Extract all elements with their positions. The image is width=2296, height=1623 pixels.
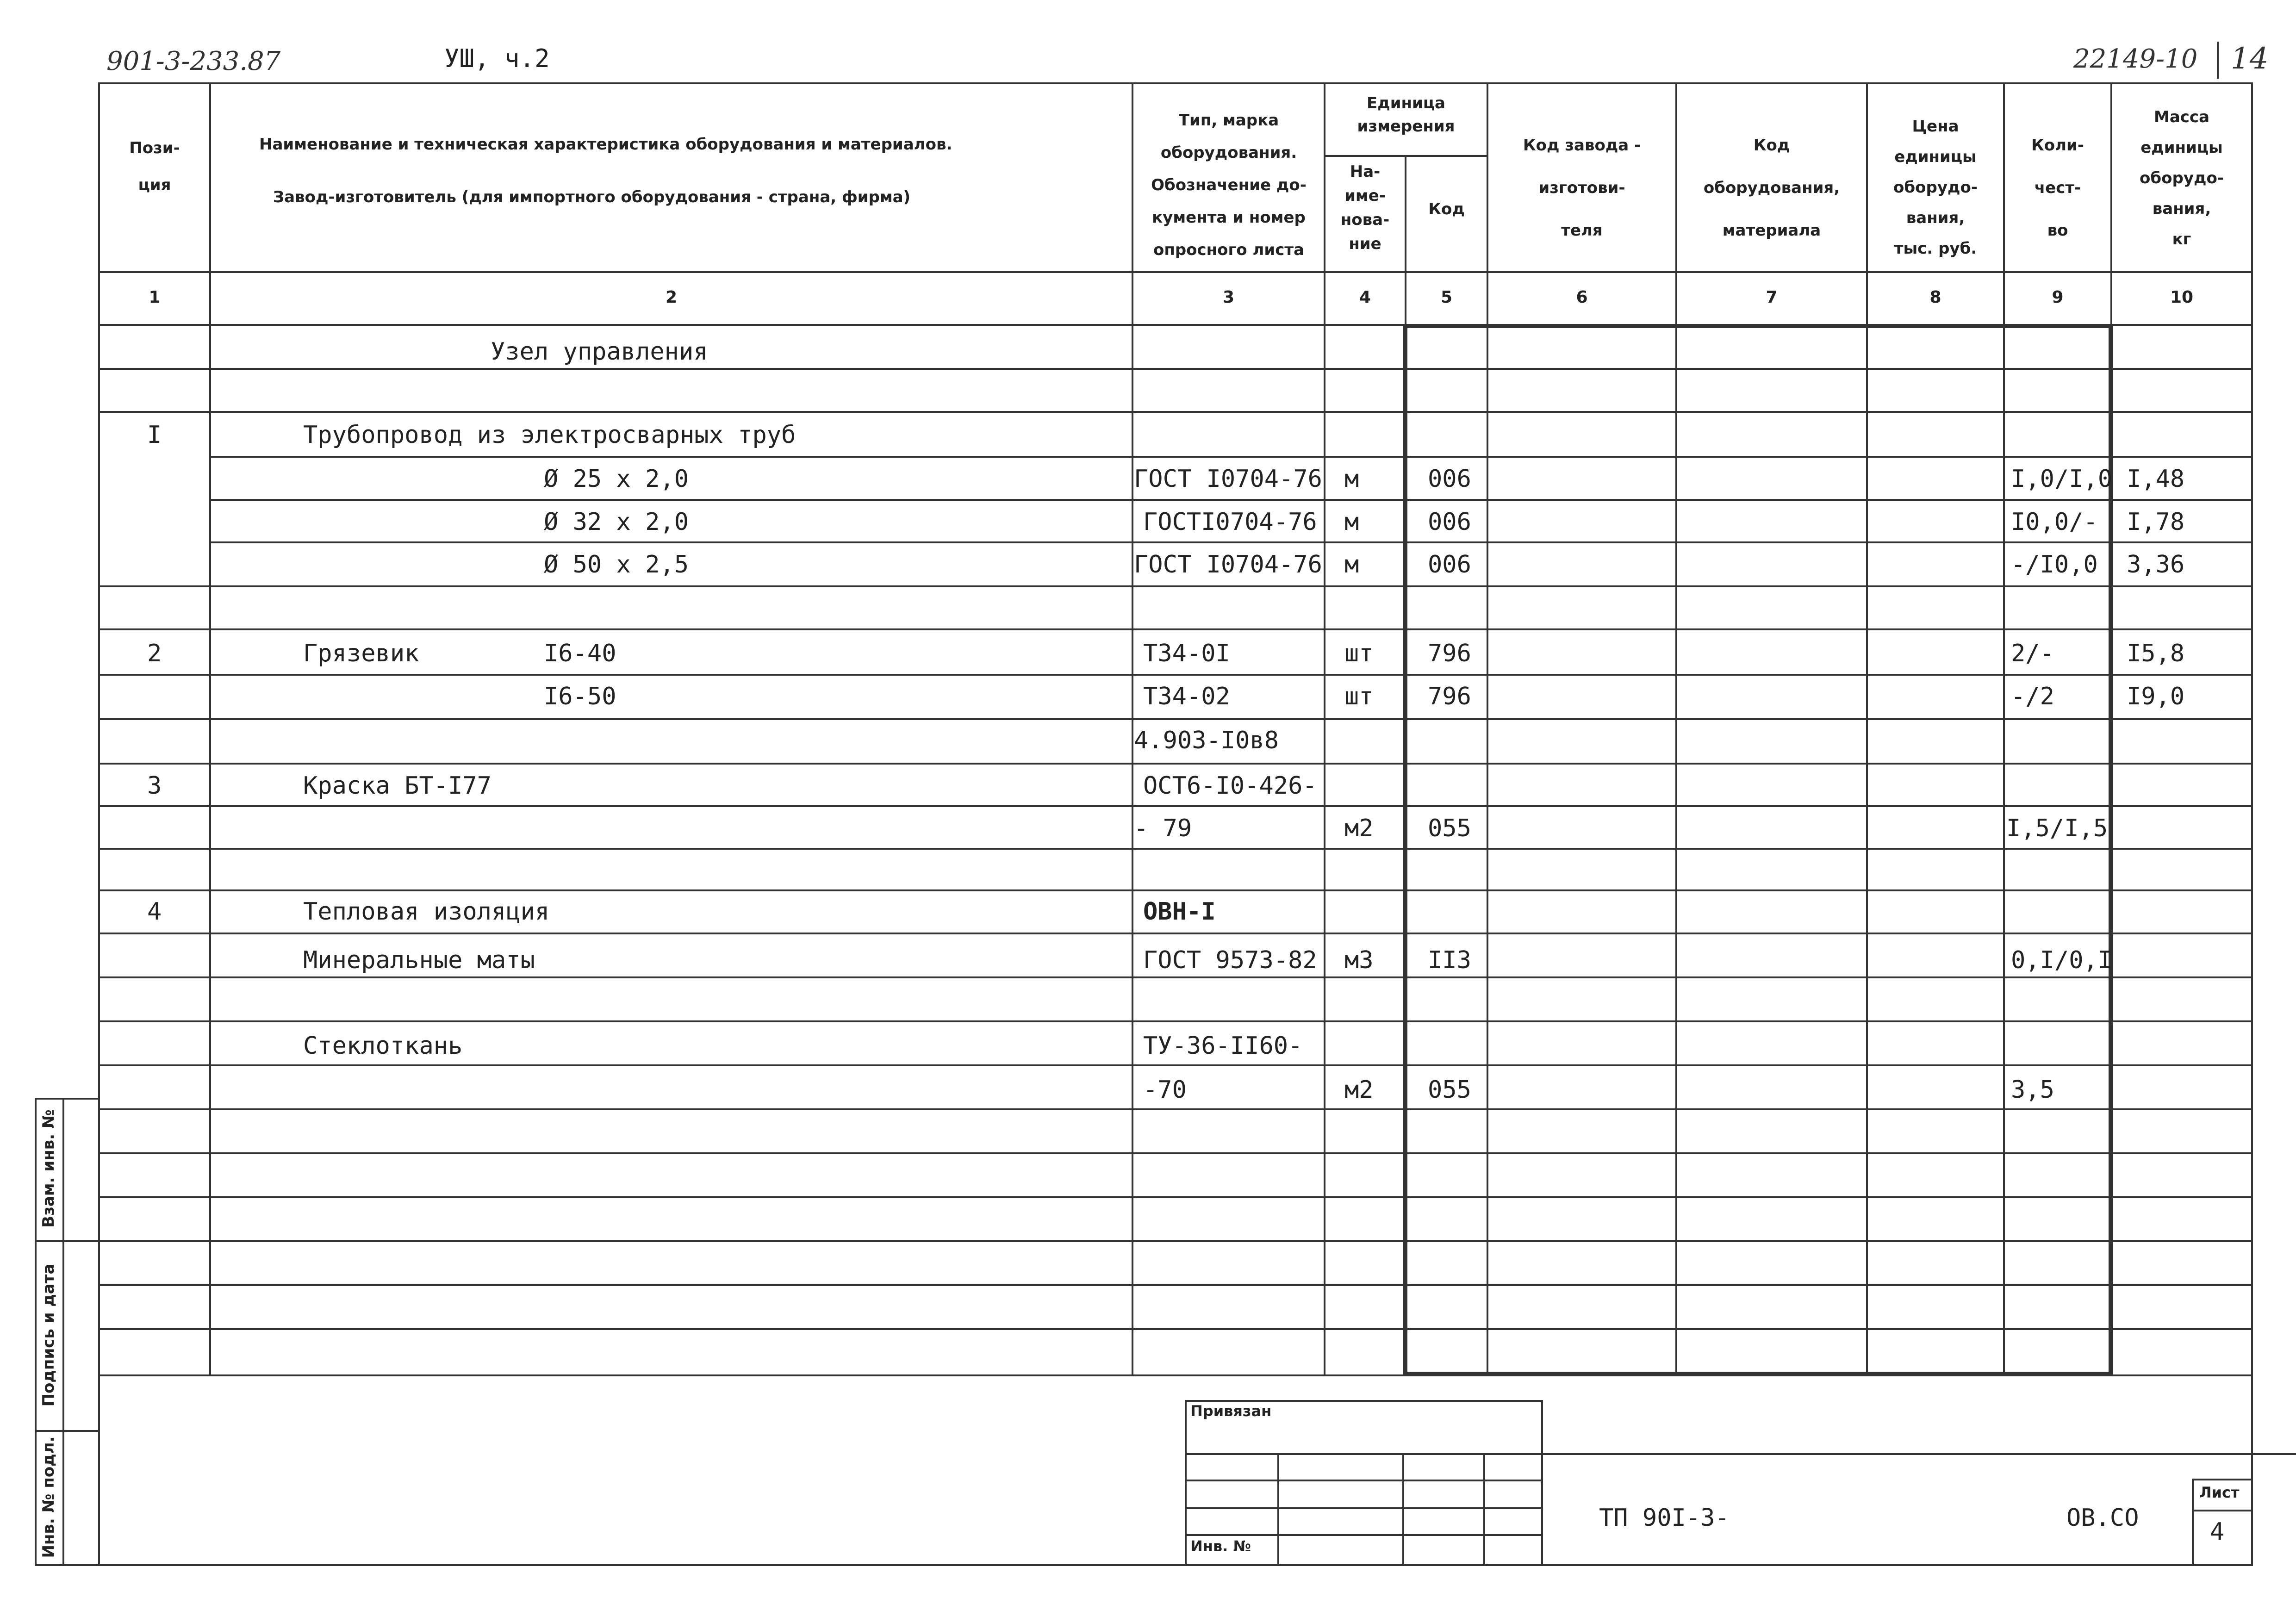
row-line <box>98 1152 2253 1154</box>
tb-doc-code: ТП 90I-3- <box>1599 1504 1730 1532</box>
row-line <box>98 1108 2253 1110</box>
row-8-name2: I6-50 <box>544 683 616 710</box>
row-5-code: 006 <box>1428 551 1471 578</box>
row-5-name: Ø 50 x 2,5 <box>544 551 689 578</box>
hdr-mass-text: Масса единицы оборудо- вания, кг <box>2140 108 2224 249</box>
row-3-name: Ø 25 x 2,0 <box>544 465 689 493</box>
row-8-qty: -/2 <box>2011 683 2054 710</box>
row-line <box>98 1064 2253 1066</box>
row-10-doc: ОСТ6-I0-426- <box>1143 772 1317 800</box>
sheet-label: Лист <box>2199 1484 2240 1501</box>
row-line <box>98 1240 2253 1242</box>
tb-doc-suffix: ОВ.СО <box>2066 1504 2139 1532</box>
row-7-pos: 2 <box>147 640 162 667</box>
row-7-doc: Т34-0I <box>1143 640 1230 667</box>
hdr-name-line1: Наименование и техническая характеристика оборудования и материалов. <box>259 135 952 154</box>
row-line <box>98 585 2253 587</box>
colnum-5: 5 <box>1440 288 1453 307</box>
tb-row2 <box>1185 1480 1542 1481</box>
row-line <box>98 1374 2253 1376</box>
row-8-code: 796 <box>1428 683 1471 710</box>
archive-number: 22149-10 <box>2073 44 2198 74</box>
row-10-name: Краска БТ-I77 <box>303 772 492 800</box>
tb-top <box>1185 1400 1542 1402</box>
side-stamp-mid <box>62 1098 64 1566</box>
row-11-qty: I,5/I,5 <box>2006 815 2108 842</box>
col-line-3 <box>1324 82 1325 1376</box>
hdr-equipment-code-text: Код оборудования, материала <box>1703 136 1840 240</box>
row-16-name: Стеклоткань <box>303 1032 463 1060</box>
side-podpis-label: Подпись и дата <box>39 1263 58 1407</box>
row-13-doc: ОВН-I <box>1143 898 1216 926</box>
tb-col1 <box>1277 1453 1279 1566</box>
row-17-doc: -70 <box>1143 1076 1187 1104</box>
row-14-qty: 0,I/0,I <box>2011 946 2113 974</box>
sheet-box-left <box>2192 1479 2194 1566</box>
row-7-code: 796 <box>1428 640 1471 667</box>
row-11-code: 055 <box>1428 815 1471 842</box>
row-3-unit: м <box>1344 465 1359 493</box>
row-line <box>98 889 2253 891</box>
row-line <box>98 1196 2253 1198</box>
col-line-6 <box>1675 82 1677 1376</box>
row-17-qty: 3,5 <box>2011 1076 2054 1104</box>
row-17-unit: м2 <box>1344 1076 1374 1104</box>
colnum-4: 4 <box>1359 288 1371 307</box>
row-line <box>98 674 2253 676</box>
tb-row1 <box>1185 1453 2296 1455</box>
header-bottom-line <box>98 271 2253 273</box>
colnum-10: 10 <box>2170 288 2194 307</box>
tb-col2 <box>1402 1453 1404 1566</box>
colnum-1: 1 <box>149 288 161 307</box>
row-14-code: II3 <box>1428 946 1471 974</box>
hdr-unit-code <box>1406 194 1487 224</box>
row-7-name: Грязевик <box>303 640 419 667</box>
col-line-8 <box>2003 82 2005 1376</box>
row-8-mass: I9,0 <box>2127 683 2185 710</box>
corner-divider <box>2217 42 2219 79</box>
row-line <box>98 805 2253 807</box>
row-3-doc: ГОСТ I0704-76 <box>1134 465 1322 493</box>
row-17-code: 055 <box>1428 1076 1471 1104</box>
hdr-mass <box>2112 102 2251 255</box>
row-2-pos: I <box>147 421 162 449</box>
thick-top <box>1403 324 2113 328</box>
colnum-2: 2 <box>665 288 678 307</box>
hdr-name-line2: Завод-изготовитель (для импортного оборудования - страна, фирма) <box>273 188 911 206</box>
row-5-mass: 3,36 <box>2127 551 2185 578</box>
col-line-5 <box>1487 82 1488 1376</box>
row-3-code: 006 <box>1428 465 1471 493</box>
col-line-2 <box>1132 82 1133 1376</box>
row-5-qty: -/I0,0 <box>2011 551 2098 578</box>
row-line <box>98 933 2253 934</box>
hdr-position-text: Пози- ция <box>129 139 180 194</box>
tb-row3 <box>1185 1507 1542 1509</box>
hdr-name <box>259 130 1129 212</box>
colnum-3: 3 <box>1222 288 1235 307</box>
row-7-name2: I6-40 <box>544 640 616 667</box>
hdr-price <box>1868 111 2003 264</box>
row-13-pos: 4 <box>147 898 162 926</box>
hdr-price-text: Цена единицы оборудо- вания, тыс. руб. <box>1893 117 1978 258</box>
col-line-7 <box>1866 82 1868 1376</box>
row-5-unit: м <box>1344 551 1359 578</box>
sheet-box-mid <box>2192 1510 2253 1511</box>
colnum-9: 9 <box>2052 288 2064 307</box>
row-11-unit: м2 <box>1344 815 1374 842</box>
col-line-1 <box>209 82 211 1376</box>
row-line <box>98 368 2253 370</box>
album-label: УШ, ч.2 <box>444 44 550 73</box>
hdr-type-text: Тип, марка оборудования. Обозначение до- кумента и номер опросного листа <box>1151 111 1307 259</box>
hdr-factory-code <box>1488 124 1675 252</box>
row-2-name: Трубопровод из электросварных труб <box>303 421 796 449</box>
row-line <box>98 976 2253 978</box>
frame-bottom <box>98 1564 2253 1566</box>
row-16-doc: ТУ-36-II60- <box>1143 1032 1303 1060</box>
row-3-mass: I,48 <box>2127 465 2185 493</box>
hdr-factory-code-text: Код завода - изготови- теля <box>1523 136 1641 240</box>
hdr-quantity-text: Коли- чест- во <box>2031 136 2084 240</box>
row-line <box>98 848 2253 850</box>
sheet-box-top <box>2192 1479 2253 1480</box>
row-line <box>98 1328 2253 1330</box>
colnum-7: 7 <box>1766 288 1778 307</box>
row-0-name: Узел управления <box>491 338 708 366</box>
sheet-mark: 14 <box>2231 42 2269 76</box>
hdr-position <box>100 130 209 204</box>
row-4-name: Ø 32 x 2,0 <box>544 508 689 536</box>
hdr-quantity <box>2005 124 2110 252</box>
tb-inv-no: Инв. № <box>1190 1537 1251 1555</box>
row-7-mass: I5,8 <box>2127 640 2185 667</box>
row-line <box>98 1020 2253 1022</box>
row-4-qty: I0,0/- <box>2011 508 2098 536</box>
side-stamp-left <box>35 1098 37 1566</box>
row-13-name: Тепловая изоляция <box>303 898 550 926</box>
unit-group-line <box>1324 155 1487 157</box>
row-9-doc: 4.903-I0в8 <box>1134 727 1279 754</box>
tb-col3 <box>1483 1453 1485 1566</box>
hdr-type <box>1134 104 1324 266</box>
row-4-code: 006 <box>1428 508 1471 536</box>
side-stamp-div1 <box>35 1240 100 1242</box>
row-line <box>209 499 2253 501</box>
tb-row4 <box>1185 1534 1542 1536</box>
row-10-pos: 3 <box>147 772 162 800</box>
row-line <box>98 763 2253 765</box>
colnum-6: 6 <box>1576 288 1588 307</box>
hdr-unit-group-text: Единица измерения <box>1357 94 1455 136</box>
row-7-qty: 2/- <box>2011 640 2054 667</box>
row-line <box>98 718 2253 720</box>
row-line <box>209 541 2253 543</box>
row-line <box>209 456 2253 458</box>
row-line <box>98 411 2253 413</box>
tb-left <box>1185 1400 1187 1566</box>
side-inv-label: Инв. № подл. <box>39 1436 58 1558</box>
tb-privyazan: Привязан <box>1190 1402 1272 1420</box>
frame-right <box>2251 82 2253 1566</box>
tb-right <box>1541 1400 1543 1566</box>
hdr-unit-name <box>1325 160 1405 256</box>
colnum-8: 8 <box>1929 288 1941 307</box>
row-line <box>98 628 2253 630</box>
row-14-name: Минеральные маты <box>303 946 535 974</box>
row-11-doc: - 79 <box>1134 815 1192 842</box>
row-4-unit: м <box>1344 508 1359 536</box>
frame-top <box>98 82 2253 84</box>
row-4-mass: I,78 <box>2127 508 2185 536</box>
sheet-number: 4 <box>2210 1518 2225 1546</box>
row-4-doc: ГОСТI0704-76 <box>1143 508 1317 536</box>
side-vzam-label: Взам. инв. № <box>39 1109 58 1228</box>
row-line <box>98 1284 2253 1286</box>
row-7-unit: шт <box>1344 640 1374 667</box>
row-14-doc: ГОСТ 9573-82 <box>1143 946 1317 974</box>
row-14-unit: м3 <box>1344 946 1374 974</box>
hdr-unit-code-text: Код <box>1428 200 1465 218</box>
row-5-doc: ГОСТ I0704-76 <box>1134 551 1322 578</box>
row-8-doc: Т34-02 <box>1143 683 1230 710</box>
row-8-unit: шт <box>1344 683 1374 710</box>
hdr-equipment-code <box>1677 124 1866 252</box>
row-3-qty: I,0/I,0 <box>2011 465 2113 493</box>
hdr-unit-group <box>1325 92 1487 138</box>
hdr-unit-name-text: На- име- нова- ние <box>1340 162 1390 253</box>
project-number: 901-3-233.87 <box>106 46 281 76</box>
